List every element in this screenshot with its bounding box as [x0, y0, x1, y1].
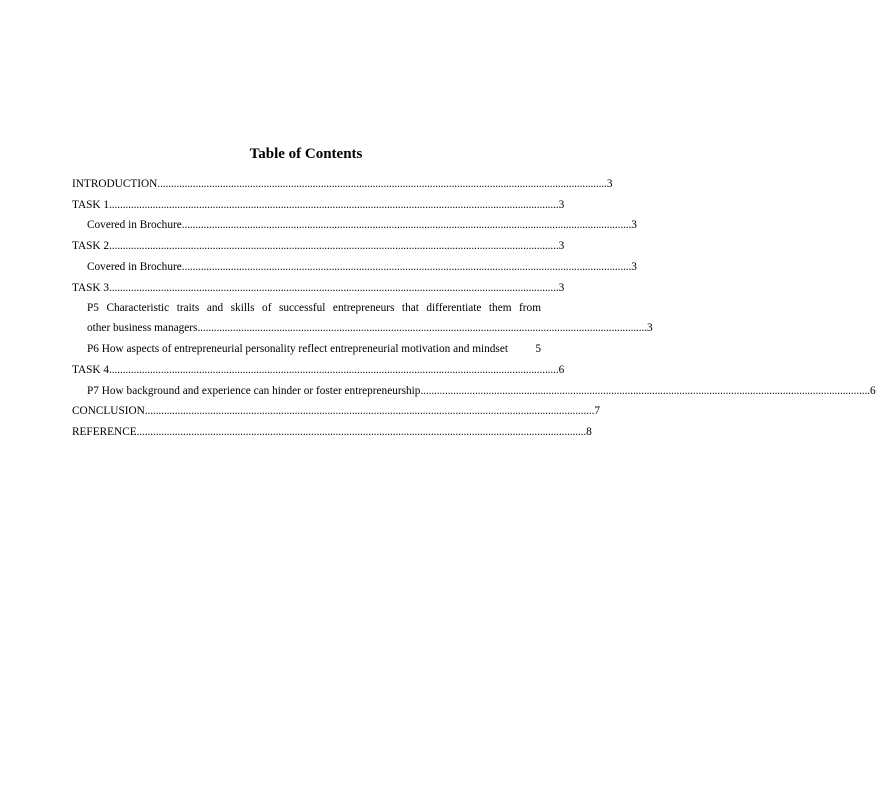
toc-entry-task-2[interactable] — [72, 239, 565, 253]
toc-leader-dots: ..................................................................................................................................................................... — [109, 364, 559, 376]
toc-leader-dots: ..................................................................................................................................................................... — [157, 178, 607, 190]
toc-entry-p7[interactable] — [87, 384, 876, 398]
toc-entry-text: TASK 2 — [72, 240, 110, 252]
toc-entry-page: 3 — [631, 219, 637, 231]
toc-entry-reference[interactable] — [72, 425, 592, 439]
toc-entry-page: 3 — [558, 240, 565, 252]
toc-leader-dots: ..................................................................................................................................................................... — [109, 199, 559, 211]
toc-entry-page: 6 — [869, 385, 876, 397]
toc-leader-dots: ..................................................................................................................................................................... — [181, 261, 632, 273]
toc-entry-p5-line1[interactable]: P5 Characteristic traits and skills of successful entrepreneurs that differentiate them from — [87, 302, 541, 314]
toc-leader-dots: ..................................................................................................................................................................... — [109, 282, 559, 294]
toc-entry-page: 8 — [586, 426, 592, 438]
toc-entry-text: CONCLUSION — [72, 405, 145, 417]
toc-leader-dots: ..................................................................................................................................................................... — [144, 405, 595, 417]
toc-entry-page: 3 — [606, 178, 613, 190]
toc-entry-p5-line2[interactable] — [87, 321, 653, 335]
toc-entry-introduction[interactable] — [72, 177, 613, 191]
toc-entry-task-4[interactable] — [72, 363, 565, 377]
toc-entry-page: 3 — [631, 261, 637, 273]
toc-entry-text: TASK 4 — [72, 364, 110, 376]
toc-entry-text: P7 How background and experience can hinder or foster entrepreneurship — [87, 385, 421, 397]
toc-entry-page: 3 — [646, 322, 653, 334]
toc-entry-text: TASK 3 — [72, 282, 110, 294]
toc-entry-task-1-brochure[interactable] — [87, 218, 637, 232]
toc-title: Table of Contents — [249, 146, 363, 162]
toc-leader-dots: ..................................................................................................................................................................... — [109, 240, 559, 252]
toc-leader-dots: ..................................................................................................................................................................... — [136, 426, 587, 438]
toc-entry-text: other business managers — [87, 322, 198, 334]
toc-entry-text: P6 How aspects of entrepreneurial personality reflect entrepreneurial motivation and mindset — [87, 343, 508, 355]
toc-entry-page: 3 — [558, 199, 565, 211]
toc-entry-page: 3 — [558, 282, 565, 294]
toc-entry-text: REFERENCE — [72, 426, 137, 438]
toc-entry-text: TASK 1 — [72, 199, 110, 211]
toc-entry-text: Covered in Brochure — [87, 219, 182, 231]
toc-entry-page: 7 — [594, 405, 600, 417]
toc-entry-task-2-brochure[interactable] — [87, 260, 637, 274]
toc-entry-conclusion[interactable] — [72, 404, 600, 418]
toc-entry-p6[interactable] — [87, 342, 541, 356]
toc-entry-task-1[interactable] — [72, 198, 565, 212]
toc-leader-dots: ..................................................................................................................................................................... — [420, 385, 870, 397]
toc-entry-page: 6 — [558, 364, 565, 376]
toc-entry-text: INTRODUCTION — [72, 178, 158, 190]
toc-entry-text: Covered in Brochure — [87, 261, 182, 273]
toc-leader-dots: ..................................................................................................................................................................... — [181, 219, 632, 231]
toc-leader-dots: ..................................................................................................................................................................... — [197, 322, 647, 334]
toc-entry-task-3[interactable] — [72, 281, 565, 295]
toc-entry-page: 5 — [535, 343, 541, 355]
